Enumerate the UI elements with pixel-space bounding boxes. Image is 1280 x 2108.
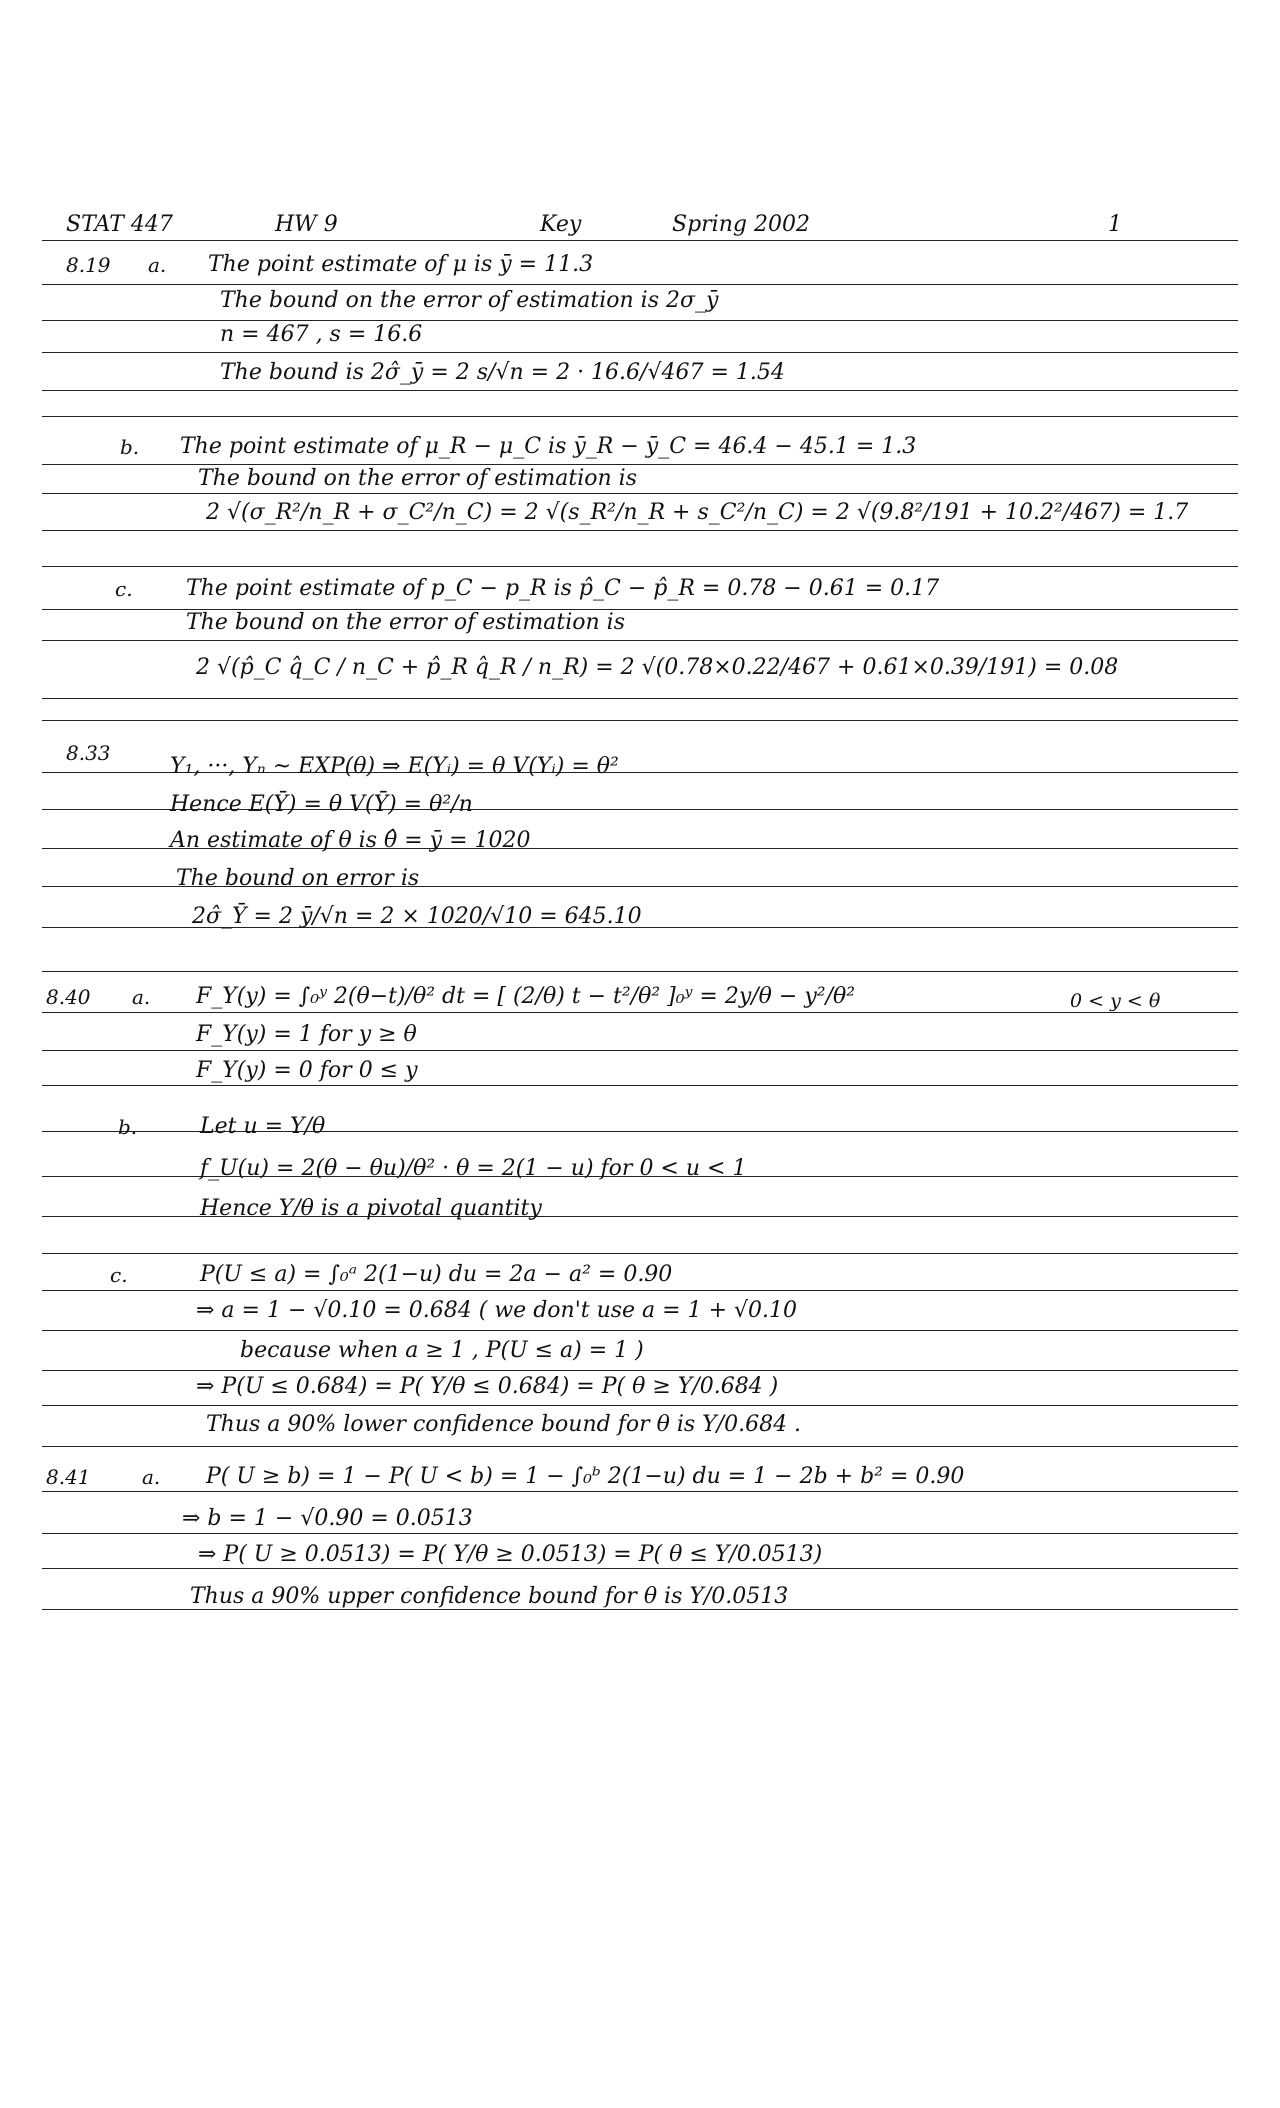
ruled-line (42, 352, 1238, 353)
solution-line: 0 < y < θ (1070, 990, 1161, 1012)
ruled-line (42, 320, 1238, 321)
ruled-line (42, 1491, 1238, 1492)
solution-line: F_Y(y) = 0 for 0 ≤ y (196, 1058, 418, 1083)
solution-line: 2 √(p̂_C q̂_C / n_C + p̂_R q̂_R / n_R) = 2 √(0.78×0.22/467 + 0.61×0.39/191) = 0.08 (196, 655, 1119, 680)
ruled-line (42, 493, 1238, 494)
ruled-line (42, 1446, 1238, 1447)
part-label: a. (142, 1465, 161, 1489)
ruled-line (42, 464, 1238, 465)
solution-line: Thus a 90% upper confidence bound for θ is Y/0.0513 (190, 1584, 789, 1609)
solution-line: F_Y(y) = ∫₀ʸ 2(θ−t)/θ² dt = [ (2/θ) t − t²/θ² ]₀ʸ = 2y/θ − y²/θ² (196, 984, 856, 1009)
ruled-line (42, 971, 1238, 972)
ruled-line (42, 390, 1238, 391)
solution-line: n = 467 , s = 16.6 (220, 322, 423, 347)
ruled-line (42, 416, 1238, 417)
ruled-line (42, 640, 1238, 641)
solution-line: ⇒ b = 1 − √0.90 = 0.0513 (182, 1506, 473, 1531)
solution-line: P( U ≥ b) = 1 − P( U < b) = 1 − ∫₀ᵇ 2(1−u) du = 1 − 2b + b² = 0.90 (206, 1464, 965, 1489)
solution-line: The bound on the error of estimation is 2σ_ȳ (220, 288, 719, 313)
ruled-line (42, 1405, 1238, 1406)
problem-number: 8.19 (66, 253, 111, 277)
ruled-line (42, 1568, 1238, 1569)
solution-line: Thus a 90% lower confidence bound for θ is Y/0.684 . (206, 1412, 802, 1437)
solution-line: The point estimate of μ_R − μ_C is ȳ_R − ȳ_C = 46.4 − 45.1 = 1.3 (180, 434, 917, 459)
problem-number: 8.40 (46, 985, 91, 1009)
solution-line: F_Y(y) = 1 for y ≥ θ (196, 1022, 417, 1047)
ruled-line (42, 1370, 1238, 1371)
ruled-line (42, 1533, 1238, 1534)
part-label: b. (120, 435, 140, 459)
homework-number: HW 9 (275, 212, 338, 237)
solution-line: 2 √(σ_R²/n_R + σ_C²/n_C) = 2 √(s_R²/n_R + s_C²/n_C) = 2 √(9.8²/191 + 10.2²/467) = 1.7 (206, 500, 1189, 525)
ruled-line (42, 530, 1238, 531)
solution-line: Hence Y/θ is a pivotal quantity (200, 1196, 542, 1221)
ruled-line (42, 566, 1238, 567)
ruled-line (42, 1050, 1238, 1051)
ruled-line (42, 720, 1238, 721)
solution-line: The bound on error is (176, 866, 420, 891)
problem-number: 8.41 (46, 1465, 91, 1489)
page-number: 1 (1108, 212, 1122, 237)
ruled-line (42, 1085, 1238, 1086)
part-label: c. (115, 577, 133, 601)
problem-number: 8.33 (66, 741, 111, 765)
ruled-line (42, 698, 1238, 699)
solution-line: The bound on the error of estimation is (198, 466, 637, 491)
part-label: b. (118, 1115, 138, 1139)
solution-line: P(U ≤ a) = ∫₀ᵃ 2(1−u) du = 2a − a² = 0.90 (200, 1262, 673, 1287)
solution-line: f_U(u) = 2(θ − θu)/θ² · θ = 2(1 − u) for 0 < u < 1 (200, 1156, 747, 1181)
solution-line: ⇒ P(U ≤ 0.684) = P( Y/θ ≤ 0.684) = P( θ ≥ Y/0.684 ) (196, 1374, 779, 1399)
solution-line: ⇒ a = 1 − √0.10 = 0.684 ( we don't use a = 1 + √0.10 (196, 1298, 798, 1323)
solution-line: Hence E(Ȳ) = θ V(Ȳ) = θ²/n (170, 792, 473, 817)
solution-line: 2σ̂_Ȳ = 2 ȳ/√n = 2 × 1020/√10 = 645.10 (192, 904, 642, 929)
part-label: c. (110, 1263, 128, 1287)
ruled-line (42, 284, 1238, 285)
solution-line: ⇒ P( U ≥ 0.0513) = P( Y/θ ≥ 0.0513) = P( θ ≤ Y/0.0513) (198, 1542, 823, 1567)
ruled-line (42, 240, 1238, 241)
solution-line: The point estimate of p_C − p_R is p̂_C − p̂_R = 0.78 − 0.61 = 0.17 (186, 576, 940, 601)
solution-line: An estimate of θ is θ̂ = ȳ = 1020 (170, 828, 531, 853)
solution-line: The point estimate of μ is ȳ = 11.3 (208, 252, 594, 277)
ruled-line (42, 1253, 1238, 1254)
ruled-line (42, 1012, 1238, 1013)
solution-line: The bound is 2σ̂_ȳ = 2 s/√n = 2 · 16.6/√467 = 1.54 (220, 360, 785, 385)
ruled-line (42, 1290, 1238, 1291)
course-label: STAT 447 (66, 212, 173, 237)
key-label: Key (540, 212, 582, 237)
ruled-line (42, 1330, 1238, 1331)
part-label: a. (132, 985, 151, 1009)
solution-line: Y₁, ···, Yₙ ~ EXP(θ) ⇒ E(Yᵢ) = θ V(Yᵢ) = θ² (170, 754, 619, 779)
solution-line: because when a ≥ 1 , P(U ≤ a) = 1 ) (240, 1338, 644, 1363)
part-label: a. (148, 253, 167, 277)
solution-line: Let u = Y/θ (200, 1114, 326, 1139)
term-label: Spring 2002 (672, 212, 810, 237)
solution-line: The bound on the error of estimation is (186, 610, 625, 635)
